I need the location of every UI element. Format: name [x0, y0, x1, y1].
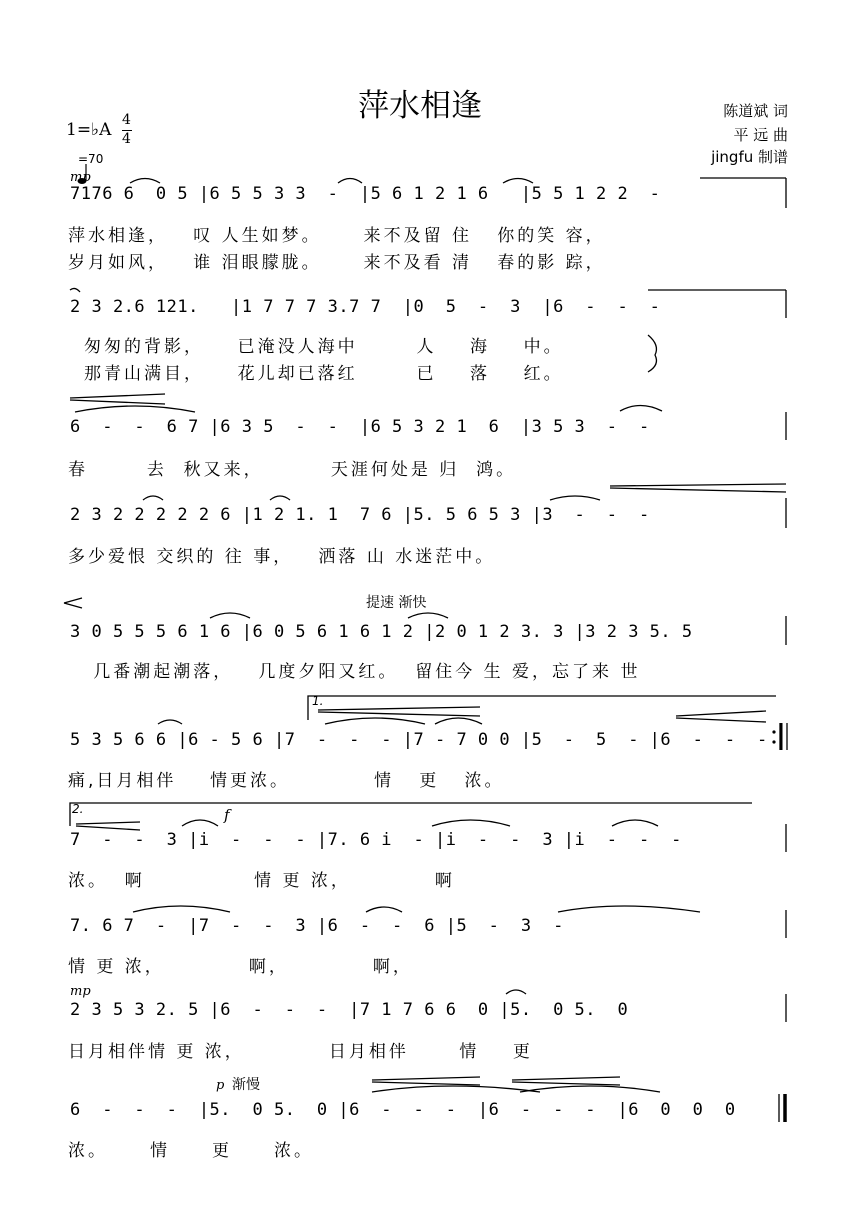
volta-2-label: 2.	[72, 802, 84, 816]
system-3-lyric-1: 春 去 秋又来， 天涯何处是 归 鸿。	[68, 460, 517, 480]
system-3-notes: 6 - - 6 7 |6 3 5 - - |6 5 3 2 1 6 |3 5 3 - -	[70, 417, 650, 437]
dynamic-mp-start: mp	[70, 170, 91, 185]
system-4-lyric-1: 多少爱恨 交织的 往 事， 洒落 山 水迷茫中。	[68, 547, 496, 567]
system-10-notes: 6 - - - |5. 0 5. 0 |6 - - - |6 - - - |6 0 0 0	[70, 1100, 736, 1120]
system-8-lyric-1: 情 更 浓， 啊， 啊，	[68, 957, 413, 977]
system-5-notes: 3 0 5 5 5 6 1 6 |6 0 5 6 1 6 1 2 |2 0 1 2 3. 3 |3 2 3 5. 5	[70, 622, 693, 642]
dynamic-p: p	[216, 1078, 225, 1093]
system-9-notes: 2 3 5 3 2. 5 |6 - - - |7 1 7 6 6 0 |5. 0 5. 0	[70, 1000, 629, 1020]
system-1-notes: 7176 6 0 5 |6 5 5 3 3 - |5 6 1 2 1 6 |5 5 1 2 2 -	[70, 184, 661, 204]
dynamic-mp: mp	[70, 984, 91, 999]
arranger-credit: jingfu 制谱	[711, 148, 788, 166]
time-signature-bottom: 4	[122, 131, 131, 147]
composer-credit: 平 远 曲	[733, 126, 788, 144]
system-10-lyric-1: 浓。 情 更 浓。	[68, 1141, 315, 1161]
system-9-lyric-1: 日月相伴情 更 浓， 日月相伴 情 更	[68, 1042, 533, 1062]
system-6-lyric-1: 痛,日月相伴 情更浓。 情 更 浓。	[68, 771, 505, 791]
volta-1-label: 1.	[312, 694, 324, 708]
system-2-notes: 2 3 2.6 121. |1 7 7 7 3.7 7 |0 5 - 3 |6 - - -	[70, 297, 661, 317]
tempo-change-rit: 渐慢	[232, 1077, 260, 1093]
system-7-notes: 7 - - 3 |i - - - |7. 6 i - |i - - 3 |i - - -	[70, 830, 682, 850]
system-2-lyric-2: 那青山满目， 花儿却已落红 已 落 红。	[84, 364, 564, 384]
time-signature-top: 4	[122, 112, 131, 128]
song-title: 萍水相逢	[358, 88, 482, 124]
tempo-change-accel: 提速 渐快	[366, 595, 427, 611]
system-2-lyric-1: 匆匆的背影， 已淹没人海中 人 海 中。	[84, 337, 564, 357]
system-7-lyric-1: 浓。 啊 情 更 浓， 啊	[68, 871, 455, 891]
system-6-notes: 5 3 5 6 6 |6 - 5 6 |7 - - - |7 - 7 0 0 |5 - 5 - |6 - - -	[70, 730, 768, 750]
system-5-lyric-1: 几番潮起潮落， 几度夕阳又红。 留住今 生 爱，忘了来 世	[68, 662, 641, 682]
tempo-marking: =70	[78, 152, 104, 166]
system-1-lyric-1: 萍水相逢， 叹 人生如梦。 来不及留 住 你的笑 容，	[68, 226, 606, 246]
system-8-notes: 7. 6 7 - |7 - - 3 |6 - - 6 |5 - 3 -	[70, 916, 564, 936]
key-signature: 1=♭A	[66, 120, 112, 140]
lyricist-credit: 陈道斌 词	[723, 102, 788, 120]
system-1-lyric-2: 岁月如风， 谁 泪眼朦胧。 来不及看 清 春的影 踪，	[68, 253, 606, 273]
dynamic-f: f	[224, 806, 230, 824]
system-4-notes: 2 3 2 2 2 2 2 6 |1 2 1. 1 7 6 |5. 5 6 5 3 |3 - - -	[70, 505, 650, 525]
